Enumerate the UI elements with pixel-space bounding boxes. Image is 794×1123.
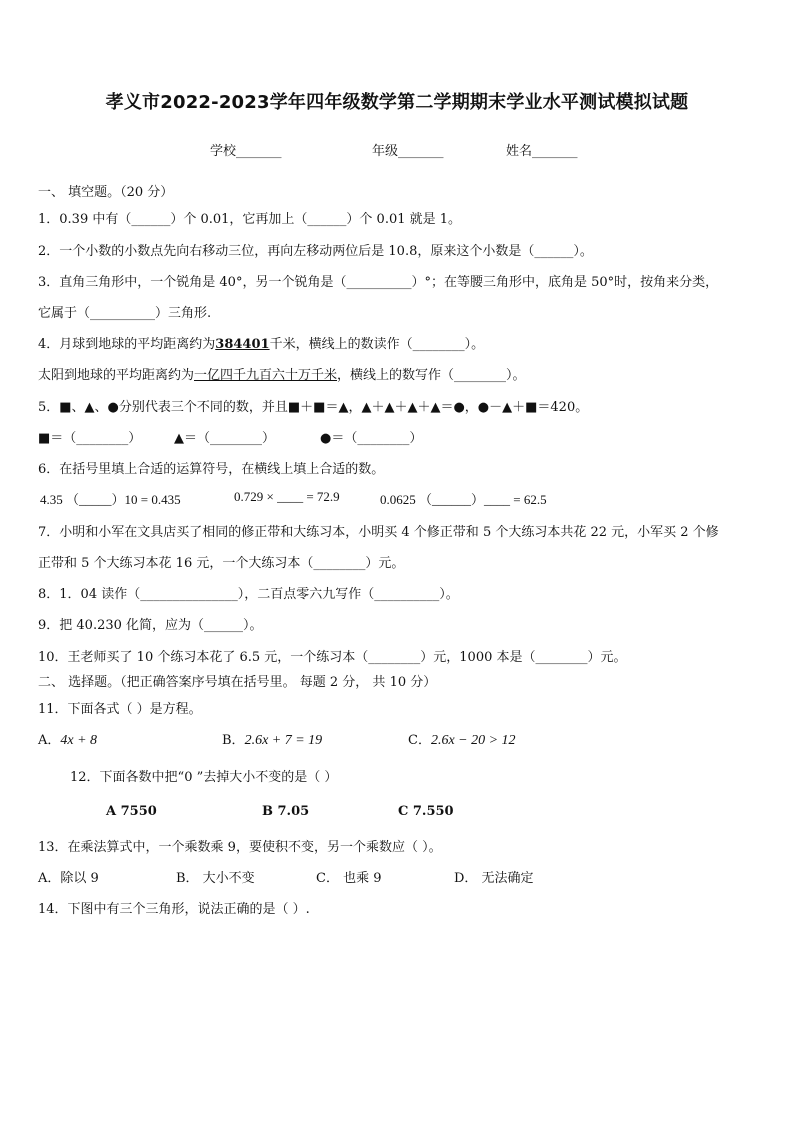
q13-option-c: C． 也乘 9 [316, 871, 382, 886]
q6-expression-3: 0.0625 （______）____ = 62.5 [380, 492, 547, 507]
q13-option-a: A．除以 9 [38, 871, 99, 886]
question-7-line-2: 正带和 5 个大练习本花 16 元，一个大练习本（________）元。 [38, 556, 405, 571]
section-choice-heading: 二、 选择题。（把正确答案序号填在括号里。 每题 2 分， 共 10 分） [38, 675, 437, 690]
q11-option-b-expr: 2.6x + 7 = 19 [244, 733, 323, 748]
question-4-line-2 [38, 364, 526, 383]
question-12: 12．下面各数中把“0 ”去掉大小不变的是（ ） [70, 770, 338, 785]
q5-triangle-answer: ▲＝（________） [174, 431, 275, 446]
question-10: 10．王老师买了 10 个练习本花了 6.5 元，一个练习本（________）元，1000 本是（________）元。 [38, 650, 627, 665]
q4b-suffix: ，横线上的数写作（________）。 [337, 368, 526, 383]
q11-option-a-label: A． [38, 733, 61, 748]
question-11: 11．下面各式（ ）是方程。 [38, 702, 202, 717]
q5-circle-answer: ●＝（________） [320, 431, 423, 446]
q4b-underlined-text: 一亿四千九百六十万千米 [194, 368, 338, 383]
q13-option-b: B． 大小不变 [176, 871, 255, 886]
question-7-line-1: 7．小明和小军在文具店买了相同的修正带和大练习本，小明买 4 个修正带和 5 个大练习本共花 22 元，小军买 2 个修 [38, 525, 719, 540]
q11-option-c [408, 729, 516, 749]
name-field: 姓名_______ [506, 144, 578, 159]
school-field: 学校_______ [210, 144, 282, 159]
question-3-line-2: 它属于（__________）三角形. [38, 306, 212, 321]
q12-option-a: A 7550 [106, 804, 157, 819]
question-6: 6．在括号里填上合适的运算符号，在横线上填上合适的数。 [38, 462, 385, 477]
exam-title: 孝义市2022-2023学年四年级数学第二学期期末学业水平测试模拟试题 [105, 92, 689, 113]
q11-option-b [222, 729, 322, 749]
question-3-line-1: 3．直角三角形中，一个锐角是 40°，另一个锐角是（__________）°；在等腰三角形中，底角是 50°时，按角来分类， [38, 275, 719, 290]
q4-suffix: 千米，横线上的数读作（________）。 [269, 337, 485, 352]
question-9: 9．把 40.230 化简，应为（______）。 [38, 618, 263, 633]
question-5: 5．■、▲、●分别代表三个不同的数，并且■＋■＝▲，▲＋▲＋▲＋▲＝●，●－▲＋■＝420。 [38, 400, 589, 415]
q11-option-c-expr: 2.6x − 20 > 12 [430, 733, 516, 748]
grade-field: 年级_______ [372, 144, 444, 159]
question-8: 8．1．04 读作（_______________），二百点零六九写作（__________）。 [38, 587, 459, 602]
q11-option-c-label: C． [408, 733, 431, 748]
q12-option-b: B 7.05 [262, 804, 310, 819]
q6-expression-1: 4.35 （_____）10 = 0.435 [40, 492, 181, 507]
q11-option-a [38, 729, 97, 749]
section-fill-blank-heading: 一、 填空题。（20 分） [38, 185, 174, 200]
q4-underlined-number: 384401 [215, 337, 270, 352]
q4-prefix: 4．月球到地球的平均距离约为 [38, 337, 216, 352]
question-2: 2．一个小数的小数点先向右移动三位，再向左移动两位后是 10.8，原来这个小数是（______）。 [38, 244, 593, 259]
question-13: 13．在乘法算式中，一个乘数乘 9，要使积不变，另一个乘数应（ ）。 [38, 840, 442, 855]
question-14: 14．下图中有三个三角形，说法正确的是（ ）. [38, 902, 310, 917]
q12-option-c: C 7.550 [398, 804, 454, 819]
question-1: 1．0.39 中有（______）个 0.01，它再加上（______）个 0.01 就是 1。 [38, 212, 462, 227]
q13-option-d: D． 无法确定 [454, 871, 534, 886]
q11-option-b-label: B． [222, 733, 245, 748]
question-4-line-1 [38, 333, 484, 352]
q5-square-answer: ■＝（________） [38, 431, 142, 446]
q4b-prefix: 太阳到地球的平均距离约为 [38, 368, 195, 383]
q11-option-a-expr: 4x + 8 [60, 733, 98, 748]
q6-expression-2: 0.729 × ____ = 72.9 [234, 489, 340, 504]
